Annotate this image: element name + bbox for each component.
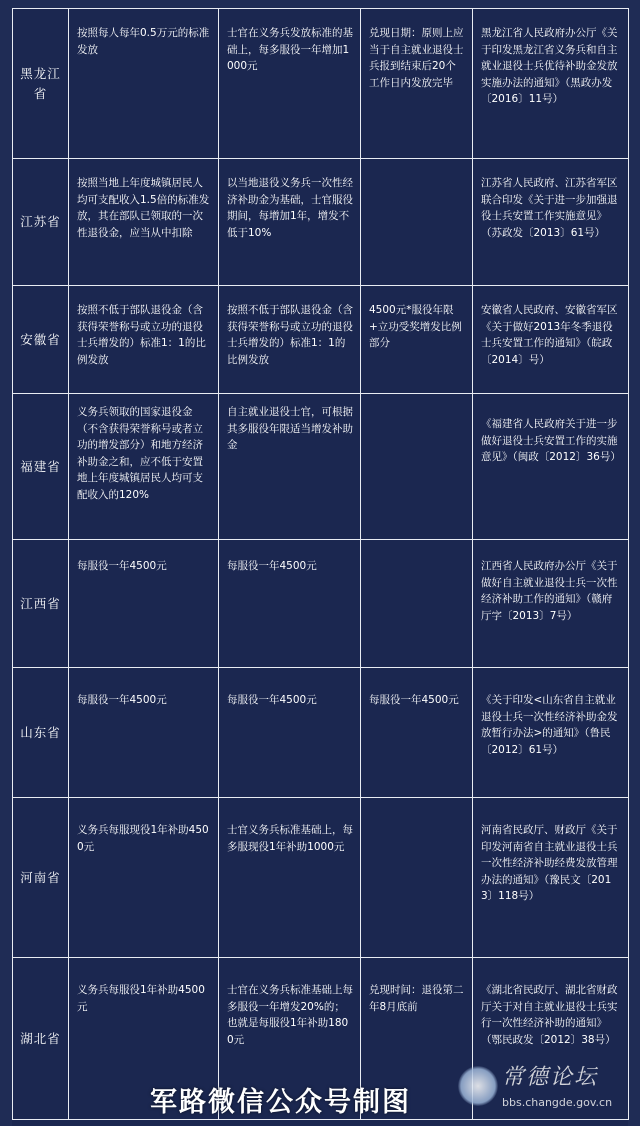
payment-time-cell: 兑现时间：退役第二年8月底前 <box>361 958 473 1120</box>
table-row <box>13 540 629 668</box>
compulsory-soldier-cell: 按照每人每年0.5万元的标准发放 <box>69 9 219 159</box>
payment-time-cell: 兑现日期：原则上应当于自主就业退役士兵报到结束后20个工作日内发放完毕 <box>361 9 473 159</box>
policy-document-cell: 《湖北省民政厅、湖北省财政厅关于对自主就业退役士兵实行一次性经济补助的通知》（鄂民政发〔2012〕38号） <box>473 958 629 1120</box>
compulsory-soldier-cell: 每服役一年4500元 <box>69 668 219 798</box>
province-cell: 安徽省 <box>13 286 69 394</box>
forum-watermark-url: bbs.changde.gov.cn <box>502 1096 613 1109</box>
compulsory-soldier-cell: 每服役一年4500元 <box>69 540 219 668</box>
table-row <box>13 9 629 159</box>
compulsory-soldier-cell: 义务兵每服役1年补助4500元 <box>69 958 219 1120</box>
province-cell: 江西省 <box>13 540 69 668</box>
policy-document-cell: 黑龙江省人民政府办公厅《关于印发黑龙江省义务兵和自主就业退役士兵优待补助金发放实施办法的通知》（黑政办发〔2016〕11号） <box>473 9 629 159</box>
province-cell: 黑龙江省 <box>13 9 69 159</box>
policy-document-cell: 安徽省人民政府、安徽省军区《关于做好2013年冬季退役士兵安置工作的通知》（皖政〔2014〕号） <box>473 286 629 394</box>
province-cell: 江苏省 <box>13 159 69 286</box>
policy-document-cell: 河南省民政厅、财政厅《关于印发河南省自主就业退役士兵一次性经济补助经费发放管理办法的通知》（豫民文〔2013〕118号） <box>473 798 629 958</box>
table-row <box>13 159 629 286</box>
nco-cell: 每服役一年4500元 <box>219 668 361 798</box>
policy-document-cell: 《关于印发<山东省自主就业退役士兵一次性经济补助金发放暂行办法>的通知》（鲁民〔2012〕61号） <box>473 668 629 798</box>
policy-document-cell: 江西省人民政府办公厅《关于做好自主就业退役士兵一次性经济补助工作的通知》（赣府厅字〔2013〕7号） <box>473 540 629 668</box>
payment-time-cell: 每服役一年4500元 <box>361 668 473 798</box>
compulsory-soldier-cell: 按照当地上年度城镇居民人均可支配收入1.5倍的标准发放，其在部队已领取的一次性退役金，应当从中扣除 <box>69 159 219 286</box>
compulsory-soldier-cell: 按照不低于部队退役金（含获得荣誉称号或立功的退役士兵增发的）标准1：1的比例发放 <box>69 286 219 394</box>
table-row <box>13 394 629 540</box>
table-row <box>13 798 629 958</box>
payment-time-cell <box>361 159 473 286</box>
compulsory-soldier-cell: 义务兵领取的国家退役金（不含获得荣誉称号或者立功的增发部分）和地方经济补助金之和，应不低于安置地上年度城镇居民人均可支配收入的120% <box>69 394 219 540</box>
payment-time-cell <box>361 540 473 668</box>
nco-cell: 每服役一年4500元 <box>219 540 361 668</box>
nco-cell: 以当地退役义务兵一次性经济补助金为基础，士官服役期间，每增加1年，增发不低于10% <box>219 159 361 286</box>
payment-time-cell: 4500元*服役年限+立功受奖增发比例部分 <box>361 286 473 394</box>
forum-watermark <box>458 1060 628 1120</box>
province-cell: 湖北省 <box>13 958 69 1120</box>
province-cell: 河南省 <box>13 798 69 958</box>
policy-document-cell: 《福建省人民政府关于进一步做好退役士兵安置工作的实施意见》（闽政〔2012〕36号） <box>473 394 629 540</box>
policy-document-cell: 江苏省人民政府、江苏省军区联合印发《关于进一步加强退役士兵安置工作实施意见》（苏政发〔2013〕61号） <box>473 159 629 286</box>
nco-cell: 自主就业退役士官，可根据其多服役年限适当增发补助金 <box>219 394 361 540</box>
compulsory-soldier-cell: 义务兵每服现役1年补助4500元 <box>69 798 219 958</box>
forum-logo-icon <box>458 1066 498 1106</box>
policy-table-container <box>12 8 628 1126</box>
payment-time-cell <box>361 394 473 540</box>
province-cell: 福建省 <box>13 394 69 540</box>
forum-watermark-title: 常德论坛 <box>502 1065 599 1090</box>
credit-banner-text: 军路微信公众号制图 <box>150 1086 411 1118</box>
payment-time-cell <box>361 798 473 958</box>
province-cell: 山东省 <box>13 668 69 798</box>
nco-cell: 按照不低于部队退役金（含获得荣誉称号或立功的退役士兵增发的）标准1：1的比例发放 <box>219 286 361 394</box>
table-row <box>13 286 629 394</box>
table-row <box>13 668 629 798</box>
nco-cell: 士官在义务兵发放标准的基础上，每多服役一年增加1000元 <box>219 9 361 159</box>
nco-cell: 士官在义务兵标准基础上每多服役一年增发20%的；也就是每服役1年补助1800元 <box>219 958 361 1120</box>
policy-table <box>12 8 629 1120</box>
nco-cell: 士官义务兵标准基础上，每多服现役1年补助1000元 <box>219 798 361 958</box>
